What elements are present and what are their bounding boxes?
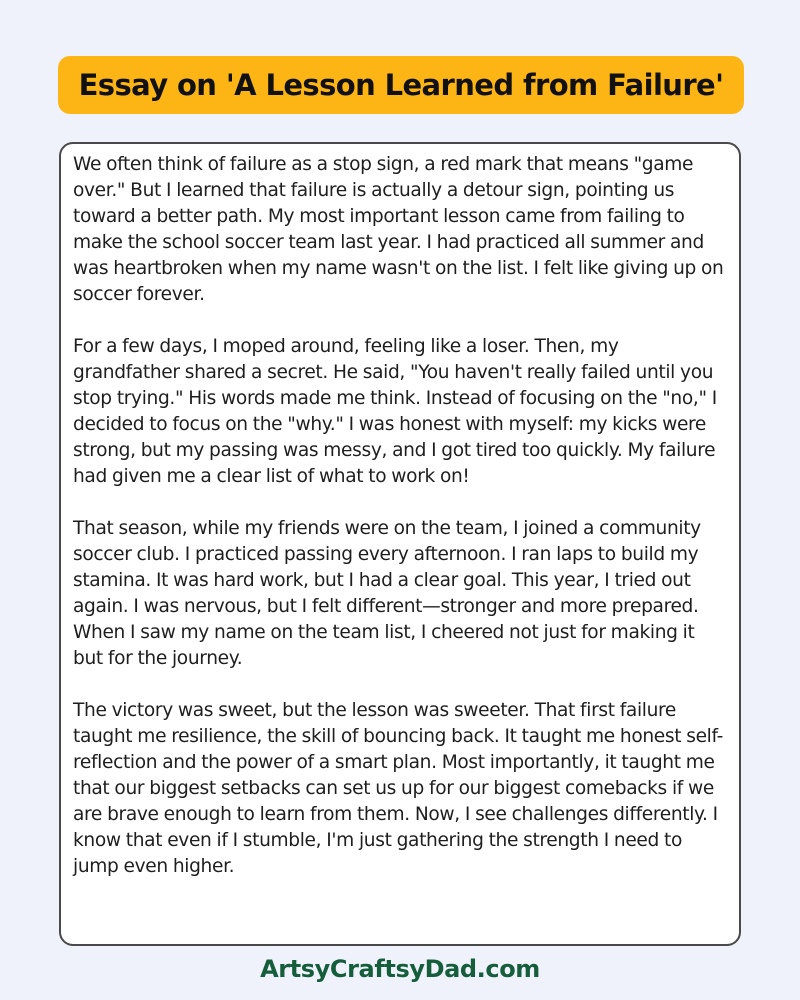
title-banner — [58, 56, 744, 114]
page-title: Essay on 'A Lesson Learned from Failure' — [78, 68, 724, 102]
footer-site-name: ArtsyCraftsyDad.com — [260, 955, 540, 983]
essay-paragraph-1: We often think of failure as a stop sign, a red mark that means "game over." But I learned that failure is actually a detour sign, pointing us toward a better path. My most important lesson came from failing to make the school soccer team last year. I had practiced all summer and was heartbroken when my name wasn't on the list. I felt like giving up on soccer forever. — [73, 154, 724, 305]
essay-paragraph-4: The victory was sweet, but the lesson was sweeter. That first failure taught me resilience, the skill of bouncing back. It taught me honest self-reflection and the power of a smart plan. Most importantly, it taught me that our biggest setbacks can set us up for our biggest comebacks if we are brave enough to learn from them. Now, I see challenges differently. I know that even if I stumble, I'm just gathering the strength I need to jump even higher. — [73, 700, 724, 877]
essay-box — [59, 142, 741, 946]
essay-paragraph-3: That season, while my friends were on the team, I joined a community soccer club. I practiced passing every afternoon. I ran laps to build my stamina. It was hard work, but I had a clear goal. This year, I tried out again. I was nervous, but I felt different—stronger and more prepared. When I saw my name on the team list, I cheered not just for making it but for the journey. — [73, 518, 701, 669]
essay-paragraph-2: For a few days, I moped around, feeling like a loser. Then, my grandfather shared a secret. He said, "You haven't really failed until you stop trying." His words made me think. Instead of focusing on the "no," I decided to focus on the "why." I was honest with myself: my kicks were strong, but my passing was messy, and I got tired too quickly. My failure had given me a clear list of what to work on! — [73, 336, 717, 487]
